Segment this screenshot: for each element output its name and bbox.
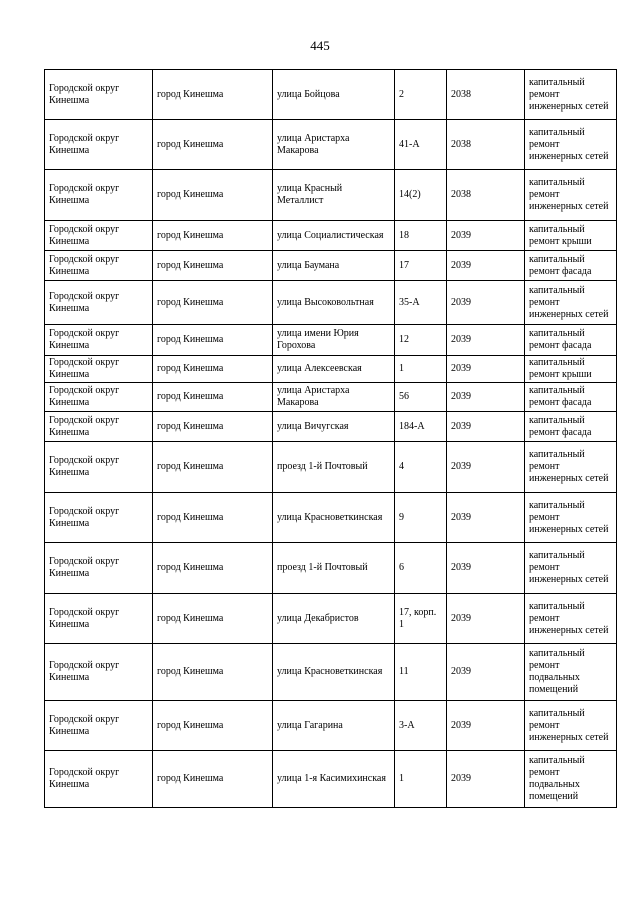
municipality-cell: Городской округ Кинешма <box>45 281 153 325</box>
work-type-cell: капитальный ремонт крыши <box>525 356 617 383</box>
street-cell: улица Красноветкинская <box>273 644 395 701</box>
year-cell: 2039 <box>447 412 525 442</box>
street-cell: проезд 1-й Почтовый <box>273 543 395 594</box>
house-number-cell: 1 <box>395 751 447 808</box>
table-row <box>45 594 617 644</box>
street-cell: проезд 1-й Почтовый <box>273 442 395 493</box>
house-number-cell: 41-А <box>395 120 447 170</box>
municipality-cell: Городской округ Кинешма <box>45 493 153 543</box>
table-row <box>45 221 617 251</box>
house-number-cell: 4 <box>395 442 447 493</box>
house-number-cell: 11 <box>395 644 447 701</box>
street-cell: улица имени Юрия Горохова <box>273 325 395 356</box>
settlement-cell: город Кинешма <box>153 281 273 325</box>
house-number-cell: 1 <box>395 356 447 383</box>
work-type-cell: капитальный ремонт инженерных сетей <box>525 594 617 644</box>
settlement-cell: город Кинешма <box>153 356 273 383</box>
settlement-cell: город Кинешма <box>153 751 273 808</box>
municipality-cell: Городской округ Кинешма <box>45 356 153 383</box>
municipality-cell: Городской округ Кинешма <box>45 543 153 594</box>
year-cell: 2038 <box>447 70 525 120</box>
work-type-cell: капитальный ремонт подвальных помещений <box>525 644 617 701</box>
table-row <box>45 751 617 808</box>
house-number-cell: 35-А <box>395 281 447 325</box>
year-cell: 2039 <box>447 543 525 594</box>
year-cell: 2039 <box>447 251 525 281</box>
year-cell: 2039 <box>447 644 525 701</box>
work-type-cell: капитальный ремонт инженерных сетей <box>525 442 617 493</box>
settlement-cell: город Кинешма <box>153 120 273 170</box>
table-row <box>45 442 617 493</box>
street-cell: улица Аристарха Макарова <box>273 383 395 412</box>
settlement-cell: город Кинешма <box>153 543 273 594</box>
street-cell: улица Высоковольтная <box>273 281 395 325</box>
municipality-cell: Городской округ Кинешма <box>45 383 153 412</box>
work-type-cell: капитальный ремонт инженерных сетей <box>525 493 617 543</box>
street-cell: улица Социалистическая <box>273 221 395 251</box>
municipality-cell: Городской округ Кинешма <box>45 70 153 120</box>
table-row <box>45 251 617 281</box>
settlement-cell: город Кинешма <box>153 251 273 281</box>
settlement-cell: город Кинешма <box>153 412 273 442</box>
municipality-cell: Городской округ Кинешма <box>45 442 153 493</box>
year-cell: 2038 <box>447 120 525 170</box>
work-type-cell: капитальный ремонт инженерных сетей <box>525 120 617 170</box>
work-type-cell: капитальный ремонт инженерных сетей <box>525 701 617 751</box>
table-row <box>45 325 617 356</box>
municipality-cell: Городской округ Кинешма <box>45 221 153 251</box>
table-row <box>45 383 617 412</box>
table-row <box>45 701 617 751</box>
work-type-cell: капитальный ремонт инженерных сетей <box>525 70 617 120</box>
street-cell: улица 1-я Касимихинская <box>273 751 395 808</box>
settlement-cell: город Кинешма <box>153 325 273 356</box>
settlement-cell: город Кинешма <box>153 170 273 221</box>
house-number-cell: 17 <box>395 251 447 281</box>
settlement-cell: город Кинешма <box>153 701 273 751</box>
page-number: 445 <box>310 38 330 53</box>
settlement-cell: город Кинешма <box>153 70 273 120</box>
settlement-cell: город Кинешма <box>153 644 273 701</box>
table-body <box>45 70 617 808</box>
municipality-cell: Городской округ Кинешма <box>45 120 153 170</box>
street-cell: улица Баумана <box>273 251 395 281</box>
year-cell: 2039 <box>447 751 525 808</box>
year-cell: 2039 <box>447 383 525 412</box>
municipality-cell: Городской округ Кинешма <box>45 751 153 808</box>
table-row <box>45 644 617 701</box>
house-number-cell: 2 <box>395 70 447 120</box>
street-cell: улица Алексеевская <box>273 356 395 383</box>
house-number-cell: 17, корп. 1 <box>395 594 447 644</box>
work-type-cell: капитальный ремонт крыши <box>525 221 617 251</box>
table-row <box>45 412 617 442</box>
house-number-cell: 184-А <box>395 412 447 442</box>
work-type-cell: капитальный ремонт инженерных сетей <box>525 543 617 594</box>
street-cell: улица Вичугская <box>273 412 395 442</box>
settlement-cell: город Кинешма <box>153 594 273 644</box>
table-row <box>45 543 617 594</box>
work-type-cell: капитальный ремонт инженерных сетей <box>525 170 617 221</box>
street-cell: улица Бойцова <box>273 70 395 120</box>
table-row <box>45 70 617 120</box>
year-cell: 2038 <box>447 170 525 221</box>
year-cell: 2039 <box>447 221 525 251</box>
house-number-cell: 6 <box>395 543 447 594</box>
year-cell: 2039 <box>447 356 525 383</box>
table-row <box>45 170 617 221</box>
year-cell: 2039 <box>447 325 525 356</box>
settlement-cell: город Кинешма <box>153 221 273 251</box>
house-number-cell: 9 <box>395 493 447 543</box>
house-number-cell: 12 <box>395 325 447 356</box>
work-type-cell: капитальный ремонт подвальных помещений <box>525 751 617 808</box>
municipality-cell: Городской округ Кинешма <box>45 701 153 751</box>
table-row <box>45 281 617 325</box>
year-cell: 2039 <box>447 701 525 751</box>
work-type-cell: капитальный ремонт фасада <box>525 383 617 412</box>
table-row <box>45 493 617 543</box>
municipality-cell: Городской округ Кинешма <box>45 251 153 281</box>
work-type-cell: капитальный ремонт фасада <box>525 251 617 281</box>
work-type-cell: капитальный ремонт инженерных сетей <box>525 281 617 325</box>
house-number-cell: 14(2) <box>395 170 447 221</box>
year-cell: 2039 <box>447 281 525 325</box>
work-type-cell: капитальный ремонт фасада <box>525 325 617 356</box>
settlement-cell: город Кинешма <box>153 383 273 412</box>
table-row <box>45 120 617 170</box>
year-cell: 2039 <box>447 594 525 644</box>
municipality-cell: Городской округ Кинешма <box>45 412 153 442</box>
municipality-cell: Городской округ Кинешма <box>45 594 153 644</box>
street-cell: улица Аристарха Макарова <box>273 120 395 170</box>
table-row <box>45 356 617 383</box>
street-cell: улица Гагарина <box>273 701 395 751</box>
street-cell: улица Красный Металлист <box>273 170 395 221</box>
work-type-cell: капитальный ремонт фасада <box>525 412 617 442</box>
year-cell: 2039 <box>447 442 525 493</box>
municipality-cell: Городской округ Кинешма <box>45 325 153 356</box>
repair-schedule-table <box>44 69 617 808</box>
house-number-cell: 56 <box>395 383 447 412</box>
street-cell: улица Декабристов <box>273 594 395 644</box>
house-number-cell: 3-А <box>395 701 447 751</box>
street-cell: улица Красноветкинская <box>273 493 395 543</box>
year-cell: 2039 <box>447 493 525 543</box>
municipality-cell: Городской округ Кинешма <box>45 644 153 701</box>
settlement-cell: город Кинешма <box>153 493 273 543</box>
settlement-cell: город Кинешма <box>153 442 273 493</box>
municipality-cell: Городской округ Кинешма <box>45 170 153 221</box>
house-number-cell: 18 <box>395 221 447 251</box>
